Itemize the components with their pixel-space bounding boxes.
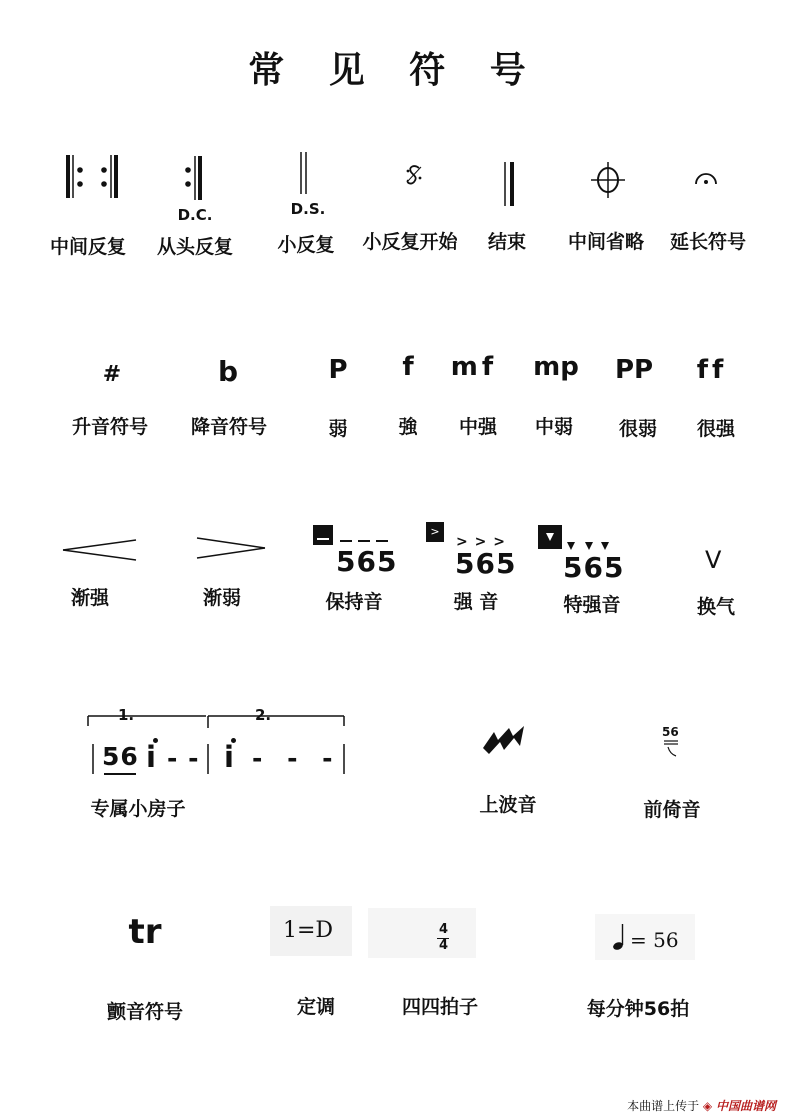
mezzo-piano-symbol: mp bbox=[533, 352, 579, 382]
trill-symbol: tr bbox=[128, 912, 162, 952]
volta-notes-56: 56 bbox=[102, 742, 139, 771]
accent-box-icon: > bbox=[426, 522, 444, 542]
sharp-symbol: # bbox=[102, 362, 122, 387]
label-pianissimo: 很弱 bbox=[618, 418, 658, 440]
second-ending-number: 2. bbox=[255, 706, 272, 724]
pianissimo-symbol: PP bbox=[614, 355, 654, 385]
fortissimo-symbol: ff bbox=[696, 355, 728, 385]
footer-credit bbox=[627, 1097, 776, 1114]
end-repeat-icon bbox=[180, 152, 210, 212]
label-marcato: 特强音 bbox=[563, 594, 621, 616]
segno-icon bbox=[402, 163, 426, 187]
label-fermata: 延长符号 bbox=[669, 231, 747, 253]
label-decrescendo: 渐弱 bbox=[202, 587, 242, 609]
final-bar-icon bbox=[500, 160, 520, 210]
mordent-icon bbox=[480, 724, 540, 754]
breath-mark: V bbox=[705, 546, 722, 574]
volta-note-i-1: i bbox=[146, 740, 157, 774]
label-volta: 专属小房子 bbox=[90, 798, 186, 820]
label-weak: 弱 bbox=[328, 418, 348, 440]
tempo-text: = 56 bbox=[630, 928, 679, 952]
label-mordent: 上波音 bbox=[479, 794, 537, 816]
label-repeat-from-start: 从头反复 bbox=[156, 236, 234, 258]
accent-marks: > > > bbox=[456, 534, 506, 550]
grace-note-digits: 56 bbox=[662, 725, 679, 739]
label-tenuto: 保持音 bbox=[325, 591, 383, 613]
time-signature-top: 4 bbox=[439, 922, 449, 937]
middle-repeat-icon bbox=[60, 150, 120, 210]
coda-icon bbox=[588, 158, 628, 202]
first-ending-number: 1. bbox=[118, 706, 135, 724]
key-signature-text: 1=D bbox=[283, 918, 334, 943]
quarter-note-icon bbox=[612, 922, 628, 952]
label-crescendo: 渐强 bbox=[70, 587, 110, 609]
flat-symbol: b bbox=[217, 355, 239, 388]
footer-text: 本曲谱上传于 bbox=[627, 1099, 700, 1113]
page-title: 常 见 符 号 bbox=[248, 50, 542, 91]
forte-symbol: f bbox=[402, 352, 414, 382]
volta-note-i-2: i bbox=[224, 740, 235, 774]
accent-notes: 565 bbox=[455, 547, 517, 580]
label-mezzo-piano: 中弱 bbox=[534, 416, 574, 438]
label-grace-note: 前倚音 bbox=[643, 799, 701, 821]
label-time-signature: 四四拍子 bbox=[401, 996, 479, 1018]
label-key: 定调 bbox=[296, 996, 336, 1018]
label-middle-repeat: 中间反复 bbox=[49, 236, 127, 258]
label-end: 结束 bbox=[487, 231, 527, 253]
label-trill: 颤音符号 bbox=[106, 1001, 184, 1023]
time-signature-bottom: 4 bbox=[439, 938, 449, 953]
piano-symbol: P bbox=[328, 355, 348, 385]
tenuto-box-icon bbox=[313, 525, 333, 545]
label-fortissimo: 很强 bbox=[696, 418, 736, 440]
label-small-repeat-start: 小反复开始 bbox=[362, 231, 458, 253]
label-accent: 强 音 bbox=[453, 591, 499, 613]
fermata-icon bbox=[692, 170, 722, 190]
marcato-notes: 565 bbox=[563, 551, 625, 584]
double-bar-icon bbox=[295, 150, 315, 200]
ds-mark: D.S. bbox=[290, 200, 326, 218]
dc-mark: D.C. bbox=[177, 206, 213, 224]
label-small-repeat: 小反复 bbox=[277, 234, 335, 256]
grace-note-icon bbox=[662, 738, 682, 764]
label-sharp: 升音符号 bbox=[71, 416, 149, 438]
time-signature-box bbox=[368, 908, 476, 958]
label-tempo: 每分钟56拍 bbox=[586, 998, 690, 1020]
crescendo-icon bbox=[60, 538, 140, 562]
site-logo-icon: ◈ bbox=[702, 1099, 713, 1113]
label-flat: 降音符号 bbox=[190, 416, 268, 438]
label-breath: 换气 bbox=[696, 596, 736, 618]
tenuto-notes: 565 bbox=[336, 545, 398, 578]
label-strong: 強 bbox=[398, 416, 418, 438]
volta-dashes-1: - - bbox=[167, 744, 200, 773]
label-mezzo-forte: 中强 bbox=[458, 416, 498, 438]
label-omission: 中间省略 bbox=[567, 231, 645, 253]
volta-dashes-2: - - - bbox=[252, 744, 341, 773]
site-logo-text: 中国曲谱网 bbox=[715, 1099, 776, 1113]
mezzo-forte-symbol: mf bbox=[450, 352, 498, 382]
decrescendo-icon bbox=[195, 536, 270, 560]
marcato-box-icon bbox=[538, 525, 562, 549]
tenuto-marks-icon bbox=[338, 538, 398, 544]
